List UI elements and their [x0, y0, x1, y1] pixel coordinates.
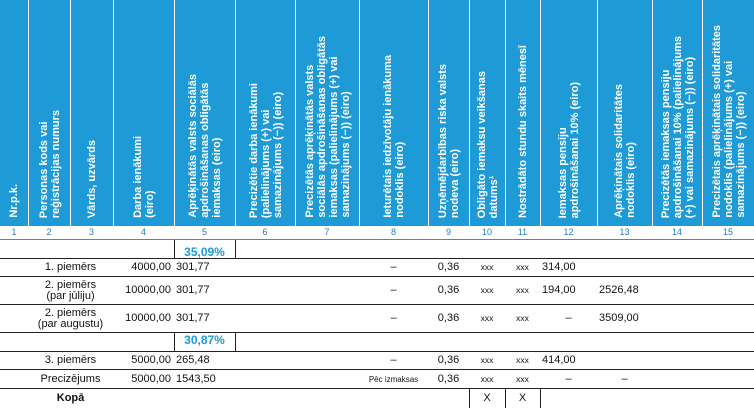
risk-duty: 0,36 [437, 284, 460, 296]
table-row [0, 277, 754, 305]
income-tax: – [390, 354, 397, 366]
social-contribution: 301,77 [176, 312, 210, 324]
solidarity-tax: 2526,48 [599, 284, 639, 296]
risk-duty: 0,36 [437, 312, 460, 324]
header-col-2: Personas kods vai reģistrācijas numurs [28, 0, 70, 226]
work-income: 4000,00 [131, 261, 171, 273]
header-col-4: Darba ienākumi (eiro) [113, 0, 174, 226]
row-name: 2. piemērs (par jūliju) [44, 278, 97, 302]
hours-worked: xxx [516, 355, 529, 365]
payment-date: xxx [480, 285, 494, 295]
work-income: 5000,00 [131, 354, 171, 366]
column-number: 15 [722, 227, 733, 237]
header-col-11: Nostrādāto stundu skaits mēnesī [505, 0, 540, 226]
rate-value: 35,09% [184, 245, 225, 259]
column-number-row [0, 226, 754, 240]
hours-worked: X [518, 392, 527, 404]
income-tax: – [390, 261, 397, 273]
column-number: 8 [390, 227, 396, 237]
hours-worked: xxx [516, 262, 529, 272]
hours-worked: xxx [516, 313, 529, 323]
social-contribution: 301,77 [176, 284, 210, 296]
work-income: 10000,00 [125, 312, 171, 324]
header-col-9: Uzņēmējdarbības riska valsts nodeva (eiro) [428, 0, 469, 226]
row-name: 2. piemērs (par augustu) [37, 306, 104, 330]
risk-duty: 0,36 [437, 372, 460, 385]
header-col-5: Aprēķinātās valsts sociālās apdrošināšanas obligātās iemaksas (eiro) [174, 0, 235, 226]
table-row [0, 259, 754, 277]
column-number: 3 [88, 227, 94, 237]
rate-value: 30,87% [184, 333, 225, 347]
solidarity-tax: 3509,00 [599, 312, 639, 324]
row-name: Kopā [56, 392, 85, 404]
payment-date: X [483, 392, 491, 404]
hours-worked: xxx [516, 285, 529, 295]
pension-contribution: 414,00 [542, 354, 576, 366]
risk-duty: 0,36 [437, 354, 460, 366]
social-contribution: 265,48 [176, 354, 210, 366]
header-col-7: Precizētās aprēķinātās valsts sociālās apdrošināšanas obligātās iemaksas (palielinājums (+) vai samazinājums (−)) (eiro) [295, 0, 359, 226]
table-row [0, 305, 754, 333]
pension-contribution: – [565, 312, 572, 324]
row-name: 3. piemērs [44, 354, 97, 366]
header-col-1: Nr.p.k. [8, 184, 20, 218]
column-number: 4 [140, 227, 146, 237]
payment-date: xxx [480, 355, 494, 365]
column-number: 7 [324, 227, 330, 237]
pension-contribution: 194,00 [542, 284, 576, 296]
hours-worked: xxx [516, 373, 529, 384]
header-col-13: Aprēķinātais solidaritātes nodoklis (eiro) [597, 0, 652, 226]
payment-date: xxx [480, 313, 494, 323]
row-name: Precizējums [40, 372, 101, 385]
header-col-12: Iemaksas pensiju apdrošināšanai 10% (eiro) [540, 0, 597, 226]
column-number: 12 [563, 227, 574, 237]
total-row [0, 389, 754, 408]
column-number: 1 [11, 227, 17, 237]
payment-date: xxx [480, 373, 494, 384]
column-number: 11 [517, 227, 528, 237]
income-tax: – [390, 284, 397, 296]
table-row [0, 370, 754, 389]
table-row [0, 352, 754, 370]
rate-row [0, 240, 754, 259]
column-number: 6 [262, 227, 268, 237]
column-number: 10 [481, 227, 492, 237]
header-col-10: Obligāto iemaksu veikšanas datums¹ [469, 0, 505, 226]
pension-contribution: – [565, 372, 572, 385]
row-name: 1. piemērs [44, 261, 97, 273]
income-tax: – [390, 312, 397, 324]
solidarity-tax: – [621, 372, 628, 385]
income-tax: Pēc izmaksas [368, 374, 419, 384]
header-col-14: Precizētās iemaksas pensiju apdrošināšanai 10% (palielinājums (+) vai samazinājums (−)) (eiro) [652, 0, 702, 226]
header-col-8: Ieturētais iedzīvotāju ienākuma nodoklis (eiro) [359, 0, 428, 226]
social-contribution: 1543,50 [176, 372, 216, 385]
payment-date: xxx [480, 262, 494, 272]
column-number: 14 [671, 227, 682, 237]
work-income: 5000,00 [131, 372, 171, 385]
header-col-15: Precizētais aprēķinātais solidaritātes nodoklis (palielinājums (+) vai samazinājums (−)) (eiro) [702, 0, 754, 226]
risk-duty: 0,36 [437, 261, 460, 273]
column-number: 13 [619, 227, 630, 237]
header-col-3: Vārds, uzvārds [70, 0, 113, 226]
pension-contribution: 314,00 [542, 261, 576, 273]
column-number: 9 [445, 227, 451, 237]
column-number: 2 [46, 227, 52, 237]
header-col-6: Precizētie darba ienākumi (palielinājums (+) vai samazinājums (−)) (eiro) [235, 0, 295, 226]
rate-row [0, 333, 754, 352]
social-contribution: 301,77 [176, 261, 210, 273]
work-income: 10000,00 [125, 284, 171, 296]
column-number: 5 [201, 227, 207, 237]
